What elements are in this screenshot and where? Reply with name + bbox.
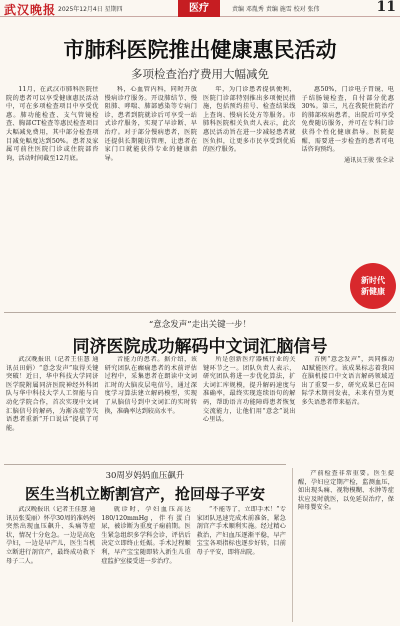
story2-column: [203, 356, 296, 460]
story2-col4-text: 首例“意念发声”，共同推动AI赋能医疗。该成果标志着我国在脑机接口中文语言解码领域迈出了重要一步，研究成果已在国际学术期刊发表，未来有望为更多失语患者带来福音。: [301, 356, 394, 406]
story3-body: [6, 506, 286, 622]
story3-col3-text: “不能等了，立即手术！”专家团队迅速完成术前准备，紧急剖宫产手术顺利实施。经过精心救治，产妇血压逐渐平稳，早产宝宝各项指标也逐步好转，目前母子平安，即将出院。: [196, 506, 286, 556]
story1-column: [6, 86, 99, 276]
story1-col3-text: 年，为门诊患者提供便利，医院门诊部特别推出多项便民措施，包括预约挂号、检查结果线上查询、慢病长处方等服务。市肺科医院相关负责人表示，此次惠民活动旨在进一步减轻患者就医负担，让更多市民享受到优质的医疗服务。: [203, 86, 296, 154]
story3-col2-text: 就诊时，孕妇血压高达180/120mmHg，伴有蛋白尿，被诊断为重度子痫前期。医生紧急组织多学科会诊，评估后决定立即终止妊娠。手术过程顺利，早产宝宝随即转入新生儿重症监护室接受进一步治疗。: [101, 506, 191, 565]
story2-body: [6, 356, 394, 460]
story2-headline: 同济医院成功解码中文词汇脑信号: [72, 337, 328, 357]
story1-column: [203, 86, 296, 276]
story2-col2-text: 音能力的患者。据介绍，该研究团队在癫痫患者的术前评估过程中，采集患者在朗读中文词汇时的大脑皮层电信号，通过深度学习算法建立解码模型，实现了从脑信号到中文词汇的实时转换，准确率达到较高水平。: [104, 356, 197, 415]
story3-column: [197, 506, 286, 622]
story1-body: [6, 86, 394, 276]
divider: [4, 312, 396, 313]
story3-column: [298, 470, 394, 622]
column-divider: [292, 468, 293, 622]
story2-col1-text: 武汉晚报讯（记者王佳慧 通讯员田娟）“意念发声”取得关键突破！近日，华中科技大学同济医学院附属同济医院神经外科团队与华中科技大学人工智能与自动化学院合作，首次实现中文词汇脑信号的解码，为渐冻症等失语患者重新“开口说话”提供了可能。: [6, 356, 99, 432]
story1-col1-text: 11月，在武汉市肺科医院住院的患者可以享受健康惠民活动中，可在多项检查项目中享受优惠。肺功能检查、支气管镜检查、胸部CT检查等惠民检查项目大幅减免费用，其中部分检查项目减免幅度达到50%。患者及家属可前往医院门诊或住院部咨询，活动时间截至12月底。: [6, 86, 99, 162]
editor-credits: 责编 邓胤秀 责编 施雪 校对 张伟: [232, 6, 320, 13]
story1-col4-text: 惠50%，门诊电子胃镜、电子结肠镜检查，自付部分优惠30%。第三，凡在我院住院治疗的肺部疾病患者，出院后可享受免费随访服务，并可在专科门诊获得个性化健康指导。医院提醒，需要进一步检查的患者可电话咨询预约。: [301, 86, 394, 154]
story3-col4-text: 产前检查非常重要。医生提醒，孕妇应定期产检，监测血压，如出现头痛、视物模糊、水肿等症状应及时就医，以免延误治疗，保障母婴安全。: [298, 470, 394, 512]
section-tag: 医疗: [178, 0, 220, 17]
stamp-line1: 新时代: [361, 276, 385, 285]
story3-column: [6, 506, 95, 622]
date-line: 2025年12月4日 星期四: [58, 6, 123, 13]
divider: [4, 464, 286, 465]
story3-col1-text: 武汉晚报讯（记者王佳慧 通讯员张雯丽）怀孕30周的准妈妈突然出现血压飙升、头痛等症状，情况十分危急。一边是高危孕妇，一边是早产儿，医生当机立断进行剖宫产，最终成功救下母子二人。: [6, 506, 96, 565]
story2-column: [105, 356, 198, 460]
story1-byline: 通讯员王骏 张全录: [344, 156, 394, 164]
story2-kicker: “意念发声”走出关键一步！: [148, 320, 252, 330]
story1-headline: 市肺科医院推出健康惠民活动: [63, 37, 337, 62]
story2-column: [302, 356, 395, 460]
story3-column: [101, 506, 190, 622]
new-health-stamp: [350, 263, 396, 309]
story1-column: [105, 86, 198, 276]
story2-col3-text: 所是创新医疗器械行业的关键环节之一。团队负责人表示，研究团队将进一步优化算法，扩大词汇库规模，提升解码速度与准确率，最终实现连续语句的解码，帮助语言功能障碍患者恢复交流能力，让他们用“意念”说出心里话。: [203, 356, 296, 424]
story1-subhead: 多项检查治疗费用大幅减免: [131, 67, 269, 81]
page-number: 11: [376, 0, 396, 15]
story1-col2-text: 科，心血管内科，同时开放慢病诊疗服务。开设肺结节、慢阻肺、哮喘、肺部感染等专病门诊，患者到院就诊后可享受一站式诊疗服务，实现了早诊断、早治疗。对于部分慢病患者，医院还提供长期随访管理，让患者在家门口就能获得专业的健康指导。: [104, 86, 197, 162]
story2-column: [6, 356, 99, 460]
story3-kicker: 30周岁妈妈血压飙升: [105, 471, 185, 481]
story3-sidebar: [298, 470, 394, 622]
masthead: 武汉晚报: [4, 3, 57, 17]
story3-headline: 医生当机立断割宫产，抢回母子平安: [24, 485, 265, 503]
stamp-line2: 新健康: [361, 287, 385, 296]
story1-column: [302, 86, 395, 276]
page-header: [0, 0, 400, 17]
